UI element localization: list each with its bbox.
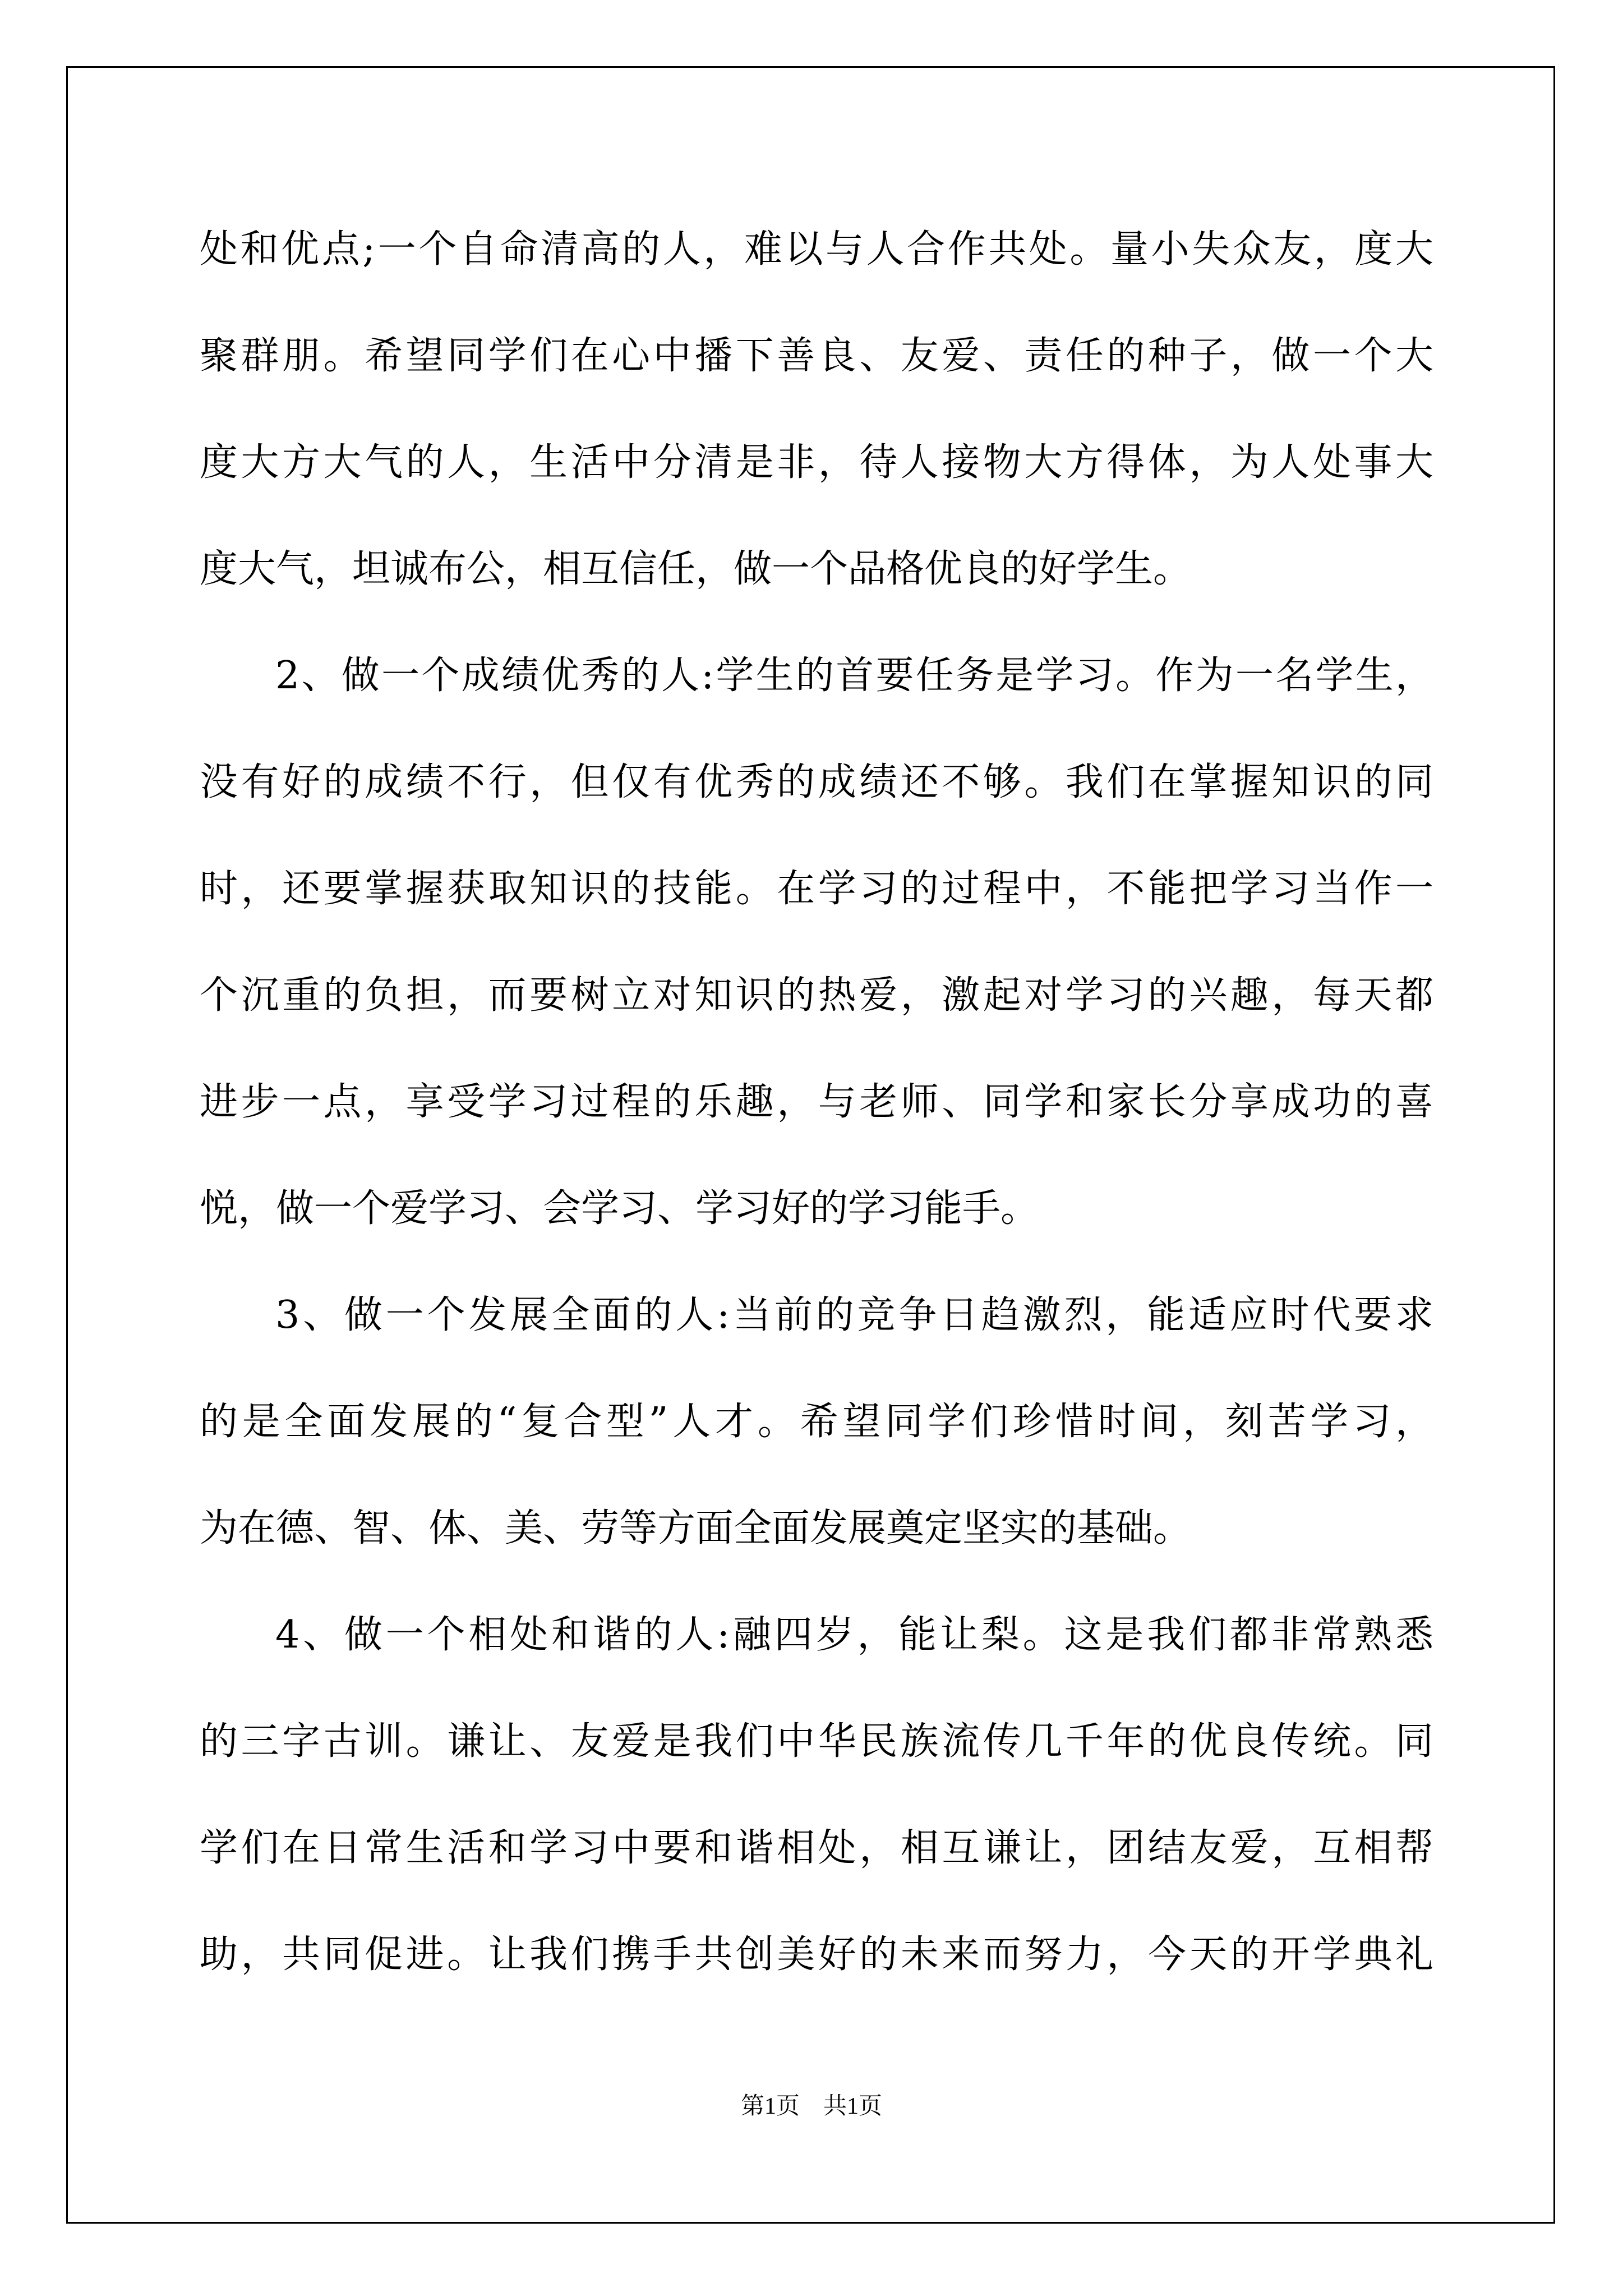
paragraph-2-line-2: 没有好的成绩不行，但仅有优秀的成绩还不够。我们在掌握知识的同 <box>200 760 1433 804</box>
paragraph-2-line-6: 悦，做一个爱学习、会学习、学习好的学习能手。 <box>200 1186 1039 1231</box>
paragraph-4-line-1: 4、做一个相处和谐的人:融四岁，能让梨。这是我们都非常熟悉 <box>275 1613 1433 1657</box>
paragraph-2-line-3: 时，还要掌握获取知识的技能。在学习的过程中，不能把学习当作一 <box>200 867 1433 911</box>
paragraph-2-line-4: 个沉重的负担，而要树立对知识的热爱，激起对学习的兴趣，每天都 <box>200 973 1433 1018</box>
paragraph-3-line-3: 为在德、智、体、美、劳等方面全面发展奠定坚实的基础。 <box>200 1506 1192 1550</box>
paragraph-3-line-2: 的是全面发展的“复合型”人才。希望同学们珍惜时间，刻苦学习， <box>200 1400 1433 1444</box>
text-line-1: 处和优点;一个自命清高的人，难以与人合作共处。量小失众友，度大 <box>200 227 1433 272</box>
text-line-4: 度大气，坦诚布公，相互信任，做一个品格优良的好学生。 <box>200 547 1192 591</box>
paragraph-2-line-1: 2、做一个成绩优秀的人:学生的首要任务是学习。作为一名学生， <box>275 654 1433 698</box>
text-line-2: 聚群朋。希望同学们在心中播下善良、友爱、责任的种子，做一个大 <box>200 334 1433 378</box>
page-number-text: 第1页 共1页 <box>740 2093 882 2119</box>
paragraph-3-line-1: 3、做一个发展全面的人:当前的竞争日趋激烈，能适应时代要求 <box>275 1293 1433 1337</box>
paragraph-4-line-4: 助，共同促进。让我们携手共创美好的未来而努力，今天的开学典礼 <box>200 1932 1433 1977</box>
paragraph-4-line-2: 的三字古训。谦让、友爱是我们中华民族流传几千年的优良传统。同 <box>200 1719 1433 1764</box>
text-line-3: 度大方大气的人，生活中分清是非，待人接物大方得体，为人处事大 <box>200 440 1433 485</box>
paragraph-2-line-5: 进步一点，享受学习过程的乐趣，与老师、同学和家长分享成功的喜 <box>200 1080 1433 1124</box>
paragraph-4-line-3: 学们在日常生活和学习中要和谐相处，相互谦让，团结友爱，互相帮 <box>200 1826 1433 1870</box>
page-footer <box>0 2090 1623 2123</box>
